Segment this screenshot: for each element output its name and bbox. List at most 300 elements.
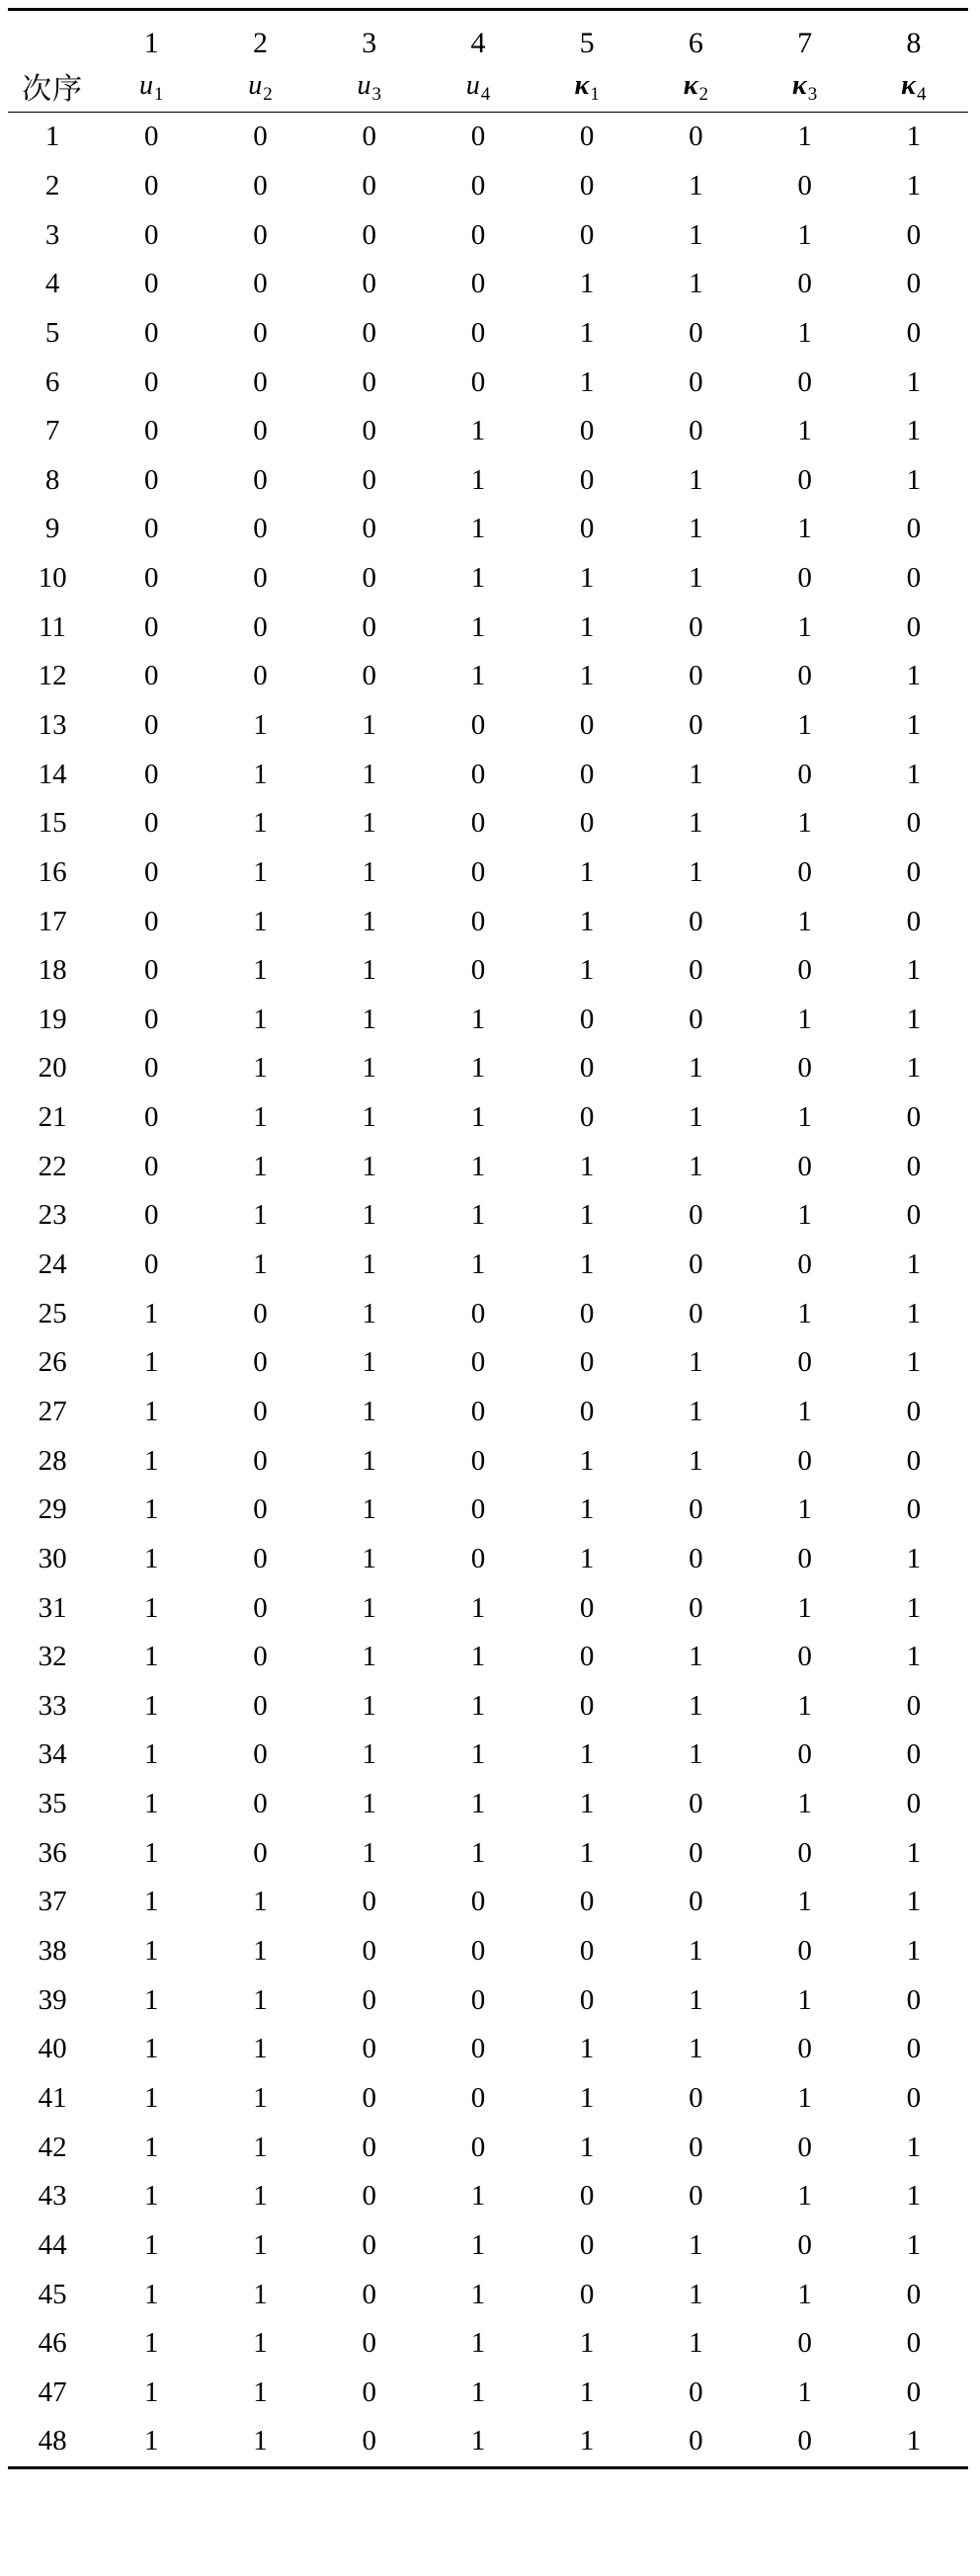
value-cell: 1 bbox=[144, 2327, 159, 2360]
value-cell: 0 bbox=[906, 1983, 922, 2016]
value-cell: 0 bbox=[362, 463, 376, 496]
order-cell: 1 bbox=[44, 121, 60, 153]
value-cell: 1 bbox=[362, 1346, 376, 1379]
table-row bbox=[8, 1044, 968, 1093]
table-row bbox=[8, 1388, 968, 1437]
value-cell: 0 bbox=[579, 1003, 595, 1035]
value-cell: 0 bbox=[579, 1935, 595, 1968]
value-cell: 0 bbox=[362, 2131, 376, 2163]
value-cell: 0 bbox=[689, 2180, 703, 2213]
value-cell: 0 bbox=[579, 463, 595, 496]
value-cell: 0 bbox=[362, 513, 376, 545]
value-cell: 1 bbox=[797, 2180, 812, 2213]
table-row bbox=[8, 2074, 968, 2124]
value-cell: 0 bbox=[470, 2131, 486, 2163]
value-cell: 0 bbox=[906, 1150, 922, 1182]
order-cell: 14 bbox=[38, 758, 67, 790]
value-cell: 1 bbox=[906, 415, 922, 447]
value-cell: 1 bbox=[362, 954, 376, 987]
value-cell: 0 bbox=[362, 2033, 376, 2065]
table-row bbox=[8, 358, 968, 407]
value-cell: 0 bbox=[362, 1935, 376, 1968]
value-cell: 1 bbox=[253, 2033, 268, 2065]
value-cell: 0 bbox=[362, 1886, 376, 1918]
order-cell: 21 bbox=[38, 1101, 67, 1134]
value-cell: 0 bbox=[689, 2375, 703, 2408]
table-row bbox=[8, 2025, 968, 2074]
value-cell: 0 bbox=[906, 268, 922, 300]
value-cell: 1 bbox=[579, 1836, 595, 1869]
value-cell: 1 bbox=[362, 1788, 376, 1820]
value-cell: 0 bbox=[362, 610, 376, 643]
value-cell: 1 bbox=[470, 513, 486, 545]
order-cell: 34 bbox=[38, 1738, 67, 1771]
order-cell: 19 bbox=[38, 1003, 67, 1035]
value-cell: 0 bbox=[579, 758, 595, 790]
value-cell: 1 bbox=[144, 1886, 159, 1918]
value-cell: 1 bbox=[579, 2033, 595, 2065]
value-cell: 0 bbox=[689, 1788, 703, 1820]
value-cell: 1 bbox=[689, 1983, 703, 2016]
value-cell: 0 bbox=[470, 905, 486, 937]
value-cell: 1 bbox=[906, 463, 922, 496]
table-row bbox=[8, 1927, 968, 1976]
order-cell: 2 bbox=[44, 169, 60, 201]
value-cell: 1 bbox=[689, 1395, 703, 1427]
value-cell: 0 bbox=[579, 1983, 595, 2016]
value-cell: 1 bbox=[362, 855, 376, 888]
value-cell: 0 bbox=[470, 218, 486, 251]
value-cell: 0 bbox=[906, 562, 922, 595]
order-cell: 44 bbox=[38, 2228, 67, 2261]
value-cell: 0 bbox=[579, 1689, 595, 1722]
value-cell: 0 bbox=[579, 1886, 595, 1918]
column-symbol-subscript: 4 bbox=[480, 84, 491, 105]
table-header bbox=[8, 10, 968, 113]
value-cell: 0 bbox=[362, 2081, 376, 2114]
order-cell: 28 bbox=[38, 1444, 67, 1477]
value-cell: 0 bbox=[906, 1788, 922, 1820]
value-cell: 0 bbox=[689, 2131, 703, 2163]
value-cell: 1 bbox=[362, 1444, 376, 1477]
value-cell: 0 bbox=[144, 365, 159, 398]
value-cell: 0 bbox=[470, 709, 486, 741]
value-cell: 0 bbox=[470, 316, 486, 349]
value-cell: 1 bbox=[689, 1641, 703, 1673]
value-cell: 0 bbox=[797, 562, 812, 595]
value-cell: 0 bbox=[689, 316, 703, 349]
value-cell: 0 bbox=[906, 1738, 922, 1771]
value-cell: 0 bbox=[797, 1248, 812, 1281]
value-cell: 0 bbox=[579, 2180, 595, 2213]
value-cell: 1 bbox=[579, 855, 595, 888]
value-cell: 1 bbox=[362, 1689, 376, 1722]
value-cell: 0 bbox=[906, 2375, 922, 2408]
table-row bbox=[8, 260, 968, 309]
value-cell: 0 bbox=[689, 1493, 703, 1526]
column-symbol-letter: κ bbox=[791, 70, 807, 101]
value-cell: 0 bbox=[470, 807, 486, 840]
value-cell: 1 bbox=[579, 1444, 595, 1477]
value-cell: 0 bbox=[144, 1248, 159, 1281]
value-cell: 0 bbox=[315, 2417, 424, 2467]
value-cell: 1 bbox=[797, 1199, 812, 1232]
value-cell: 1 bbox=[906, 169, 922, 201]
value-cell: 1 bbox=[362, 1641, 376, 1673]
value-cell: 1 bbox=[424, 2417, 532, 2467]
value-cell: 0 bbox=[253, 1738, 268, 1771]
value-cell: 1 bbox=[144, 2278, 159, 2310]
value-cell: 1 bbox=[205, 2417, 314, 2467]
table-row bbox=[8, 897, 968, 946]
value-cell: 0 bbox=[689, 1591, 703, 1624]
value-cell: 1 bbox=[579, 2327, 595, 2360]
value-cell: 1 bbox=[689, 1444, 703, 1477]
value-cell: 1 bbox=[906, 1248, 922, 1281]
value-cell: 1 bbox=[906, 365, 922, 398]
value-cell: 0 bbox=[797, 1738, 812, 1771]
order-cell: 8 bbox=[44, 463, 60, 496]
value-cell: 0 bbox=[253, 562, 268, 595]
value-cell: 1 bbox=[906, 1886, 922, 1918]
value-cell: 0 bbox=[470, 2033, 486, 2065]
value-cell: 1 bbox=[144, 1444, 159, 1477]
value-cell: 1 bbox=[797, 121, 812, 153]
table-row bbox=[8, 2172, 968, 2221]
order-cell: 5 bbox=[44, 316, 60, 349]
value-cell: 1 bbox=[470, 1836, 486, 1869]
value-cell: 0 bbox=[579, 1641, 595, 1673]
value-cell: 1 bbox=[362, 1248, 376, 1281]
table-row bbox=[8, 309, 968, 359]
order-cell: 22 bbox=[38, 1150, 67, 1182]
value-cell: 0 bbox=[253, 1542, 268, 1574]
value-cell: 1 bbox=[144, 1935, 159, 1968]
value-cell: 0 bbox=[797, 954, 812, 987]
value-cell: 0 bbox=[797, 268, 812, 300]
value-cell: 1 bbox=[797, 316, 812, 349]
order-cell: 37 bbox=[38, 1886, 67, 1918]
order-cell: 30 bbox=[38, 1542, 67, 1574]
column-symbol-letter: u bbox=[357, 70, 371, 101]
value-cell: 1 bbox=[253, 1248, 268, 1281]
value-cell: 0 bbox=[579, 1101, 595, 1134]
value-cell: 0 bbox=[906, 218, 922, 251]
value-cell: 1 bbox=[470, 1689, 486, 1722]
value-cell: 1 bbox=[797, 1493, 812, 1526]
column-symbol-subscript: 1 bbox=[154, 84, 164, 105]
value-cell: 1 bbox=[470, 1101, 486, 1134]
value-cell: 0 bbox=[579, 1297, 595, 1329]
value-cell: 1 bbox=[362, 1052, 376, 1085]
order-cell: 41 bbox=[38, 2081, 67, 2114]
value-cell: 0 bbox=[144, 121, 159, 153]
value-cell: 1 bbox=[906, 121, 922, 153]
order-cell: 25 bbox=[38, 1297, 67, 1329]
value-cell: 0 bbox=[144, 218, 159, 251]
value-cell: 1 bbox=[906, 1003, 922, 1035]
table-row bbox=[8, 1436, 968, 1486]
value-cell: 1 bbox=[906, 2131, 922, 2163]
value-cell: 0 bbox=[689, 1003, 703, 1035]
value-cell: 1 bbox=[470, 2228, 486, 2261]
value-cell: 1 bbox=[579, 1738, 595, 1771]
value-cell: 1 bbox=[362, 1199, 376, 1232]
value-cell: 1 bbox=[362, 1493, 376, 1526]
value-cell: 1 bbox=[797, 1983, 812, 2016]
value-cell: 0 bbox=[579, 1395, 595, 1427]
value-cell: 0 bbox=[470, 169, 486, 201]
order-cell: 36 bbox=[38, 1836, 67, 1869]
table-body bbox=[8, 113, 968, 2468]
table-row bbox=[8, 1828, 968, 1878]
value-cell: 0 bbox=[362, 2278, 376, 2310]
value-cell: 0 bbox=[144, 513, 159, 545]
value-cell: 1 bbox=[97, 2417, 205, 2467]
value-cell: 0 bbox=[470, 1886, 486, 1918]
value-cell: 1 bbox=[253, 954, 268, 987]
column-number: 7 bbox=[750, 10, 858, 65]
value-cell: 0 bbox=[797, 2327, 812, 2360]
value-cell: 1 bbox=[362, 1003, 376, 1035]
value-cell: 0 bbox=[470, 954, 486, 987]
value-cell: 0 bbox=[579, 807, 595, 840]
value-cell: 0 bbox=[797, 2033, 812, 2065]
value-cell: 0 bbox=[253, 1641, 268, 1673]
order-cell: 26 bbox=[38, 1346, 67, 1379]
value-cell: 1 bbox=[144, 1836, 159, 1869]
value-cell: 0 bbox=[797, 758, 812, 790]
order-cell: 7 bbox=[44, 415, 60, 447]
value-cell: 0 bbox=[253, 660, 268, 692]
value-cell: 0 bbox=[253, 365, 268, 398]
table-row bbox=[8, 2270, 968, 2319]
value-cell: 0 bbox=[470, 1493, 486, 1526]
value-cell: 1 bbox=[579, 1248, 595, 1281]
value-cell: 0 bbox=[689, 2081, 703, 2114]
value-cell: 1 bbox=[906, 1297, 922, 1329]
value-cell: 1 bbox=[470, 660, 486, 692]
value-cell: 1 bbox=[689, 2327, 703, 2360]
table-row bbox=[8, 1731, 968, 1780]
value-cell: 1 bbox=[906, 1346, 922, 1379]
value-cell: 0 bbox=[689, 1199, 703, 1232]
value-cell: 0 bbox=[362, 1983, 376, 2016]
value-cell: 0 bbox=[906, 905, 922, 937]
value-cell: 0 bbox=[470, 268, 486, 300]
value-cell: 0 bbox=[362, 2375, 376, 2408]
column-number: 1 bbox=[97, 10, 205, 65]
value-cell: 1 bbox=[579, 2131, 595, 2163]
value-cell: 1 bbox=[906, 709, 922, 741]
value-cell: 1 bbox=[579, 1542, 595, 1574]
value-cell: 0 bbox=[362, 218, 376, 251]
value-cell: 0 bbox=[144, 268, 159, 300]
value-cell: 1 bbox=[470, 1591, 486, 1624]
value-cell: 1 bbox=[253, 2375, 268, 2408]
value-cell: 1 bbox=[906, 1052, 922, 1085]
table-row bbox=[8, 162, 968, 211]
value-cell: 0 bbox=[906, 2327, 922, 2360]
value-cell: 0 bbox=[144, 610, 159, 643]
value-cell: 0 bbox=[362, 365, 376, 398]
value-cell: 1 bbox=[253, 1150, 268, 1182]
order-cell: 31 bbox=[38, 1591, 67, 1624]
value-cell: 1 bbox=[689, 1738, 703, 1771]
value-cell: 1 bbox=[362, 1395, 376, 1427]
value-cell: 1 bbox=[579, 365, 595, 398]
value-cell: 1 bbox=[144, 1297, 159, 1329]
value-cell: 0 bbox=[797, 2228, 812, 2261]
value-cell: 1 bbox=[470, 1738, 486, 1771]
value-cell: 1 bbox=[689, 1346, 703, 1379]
value-cell: 1 bbox=[470, 1199, 486, 1232]
order-cell: 11 bbox=[39, 610, 67, 643]
value-cell: 1 bbox=[689, 1935, 703, 1968]
value-cell: 0 bbox=[362, 121, 376, 153]
value-cell: 0 bbox=[253, 121, 268, 153]
value-cell: 1 bbox=[470, 2278, 486, 2310]
table-row bbox=[8, 2123, 968, 2172]
value-cell: 0 bbox=[797, 2131, 812, 2163]
order-header: 次序 bbox=[8, 10, 97, 113]
table-row bbox=[8, 554, 968, 604]
value-cell: 1 bbox=[253, 1935, 268, 1968]
value-cell: 1 bbox=[144, 2228, 159, 2261]
column-symbol-subscript: 3 bbox=[807, 84, 818, 105]
value-cell: 0 bbox=[144, 562, 159, 595]
order-cell: 42 bbox=[38, 2131, 67, 2163]
column-symbol bbox=[750, 64, 858, 113]
value-cell: 0 bbox=[689, 905, 703, 937]
value-cell: 0 bbox=[253, 218, 268, 251]
value-cell: 1 bbox=[797, 1689, 812, 1722]
table-row bbox=[8, 455, 968, 505]
value-cell: 1 bbox=[689, 807, 703, 840]
table-row bbox=[8, 2417, 968, 2467]
order-cell: 10 bbox=[38, 562, 67, 595]
value-cell: 1 bbox=[144, 2033, 159, 2065]
column-symbol-subscript: 3 bbox=[371, 84, 381, 105]
column-symbol bbox=[641, 64, 750, 113]
value-cell: 0 bbox=[253, 1689, 268, 1722]
value-cell: 0 bbox=[362, 415, 376, 447]
order-cell: 15 bbox=[38, 807, 67, 840]
table-row bbox=[8, 603, 968, 652]
value-cell: 0 bbox=[579, 169, 595, 201]
value-cell: 0 bbox=[906, 2081, 922, 2114]
value-cell: 0 bbox=[579, 2228, 595, 2261]
value-cell: 1 bbox=[579, 954, 595, 987]
table-row bbox=[8, 701, 968, 751]
table-row bbox=[8, 2319, 968, 2369]
value-cell: 0 bbox=[470, 1297, 486, 1329]
value-cell: 0 bbox=[579, 1346, 595, 1379]
value-cell: 0 bbox=[144, 807, 159, 840]
value-cell: 1 bbox=[859, 2417, 968, 2467]
value-cell: 1 bbox=[253, 1003, 268, 1035]
column-symbol-subscript: 1 bbox=[590, 84, 600, 105]
value-cell: 1 bbox=[253, 2278, 268, 2310]
value-cell: 1 bbox=[362, 709, 376, 741]
value-cell: 1 bbox=[144, 2131, 159, 2163]
order-cell: 27 bbox=[38, 1395, 67, 1427]
value-cell: 0 bbox=[253, 1346, 268, 1379]
value-cell: 1 bbox=[144, 1591, 159, 1624]
value-cell: 0 bbox=[144, 463, 159, 496]
value-cell: 1 bbox=[470, 2375, 486, 2408]
value-cell: 0 bbox=[906, 610, 922, 643]
value-cell: 0 bbox=[470, 1935, 486, 1968]
value-cell: 1 bbox=[144, 1641, 159, 1673]
value-cell: 1 bbox=[470, 1788, 486, 1820]
value-cell: 1 bbox=[689, 855, 703, 888]
value-cell: 0 bbox=[144, 1199, 159, 1232]
column-number: 8 bbox=[859, 10, 968, 65]
value-cell: 1 bbox=[797, 1886, 812, 1918]
design-table bbox=[8, 8, 968, 2469]
value-cell: 0 bbox=[689, 1886, 703, 1918]
order-cell: 33 bbox=[38, 1689, 67, 1722]
value-cell: 1 bbox=[797, 709, 812, 741]
value-cell: 1 bbox=[470, 1003, 486, 1035]
table-row bbox=[8, 1633, 968, 1682]
value-cell: 0 bbox=[689, 415, 703, 447]
value-cell: 1 bbox=[253, 2228, 268, 2261]
value-cell: 1 bbox=[797, 513, 812, 545]
value-cell: 1 bbox=[362, 1591, 376, 1624]
value-cell: 1 bbox=[144, 1788, 159, 1820]
value-cell: 1 bbox=[797, 218, 812, 251]
value-cell: 1 bbox=[144, 2375, 159, 2408]
value-cell: 0 bbox=[797, 1346, 812, 1379]
order-cell: 48 bbox=[8, 2417, 97, 2467]
value-cell: 1 bbox=[906, 1935, 922, 1968]
value-cell: 0 bbox=[470, 1395, 486, 1427]
value-cell: 1 bbox=[470, 562, 486, 595]
value-cell: 0 bbox=[906, 1199, 922, 1232]
value-cell: 1 bbox=[362, 1150, 376, 1182]
value-cell: 0 bbox=[689, 1836, 703, 1869]
order-cell: 6 bbox=[44, 365, 60, 398]
value-cell: 1 bbox=[797, 2081, 812, 2114]
value-cell: 1 bbox=[144, 1346, 159, 1379]
value-cell: 1 bbox=[689, 562, 703, 595]
value-cell: 0 bbox=[797, 1641, 812, 1673]
value-cell: 0 bbox=[470, 365, 486, 398]
order-cell: 35 bbox=[38, 1788, 67, 1820]
order-cell: 45 bbox=[38, 2278, 67, 2310]
value-cell: 0 bbox=[689, 1542, 703, 1574]
value-cell: 1 bbox=[579, 562, 595, 595]
value-cell: 0 bbox=[144, 1052, 159, 1085]
column-symbol bbox=[315, 64, 424, 113]
value-cell: 0 bbox=[362, 2327, 376, 2360]
value-cell: 1 bbox=[470, 1052, 486, 1085]
column-symbol-subscript: 2 bbox=[698, 84, 709, 105]
value-cell: 1 bbox=[144, 1689, 159, 1722]
value-cell: 0 bbox=[144, 660, 159, 692]
table-row bbox=[8, 505, 968, 554]
value-cell: 0 bbox=[689, 1297, 703, 1329]
value-cell: 0 bbox=[253, 1444, 268, 1477]
value-cell: 1 bbox=[906, 1641, 922, 1673]
table-row bbox=[8, 2368, 968, 2417]
value-cell: 0 bbox=[253, 268, 268, 300]
column-symbol-letter: κ bbox=[683, 70, 698, 101]
value-cell: 0 bbox=[144, 954, 159, 987]
value-cell: 0 bbox=[144, 1101, 159, 1134]
